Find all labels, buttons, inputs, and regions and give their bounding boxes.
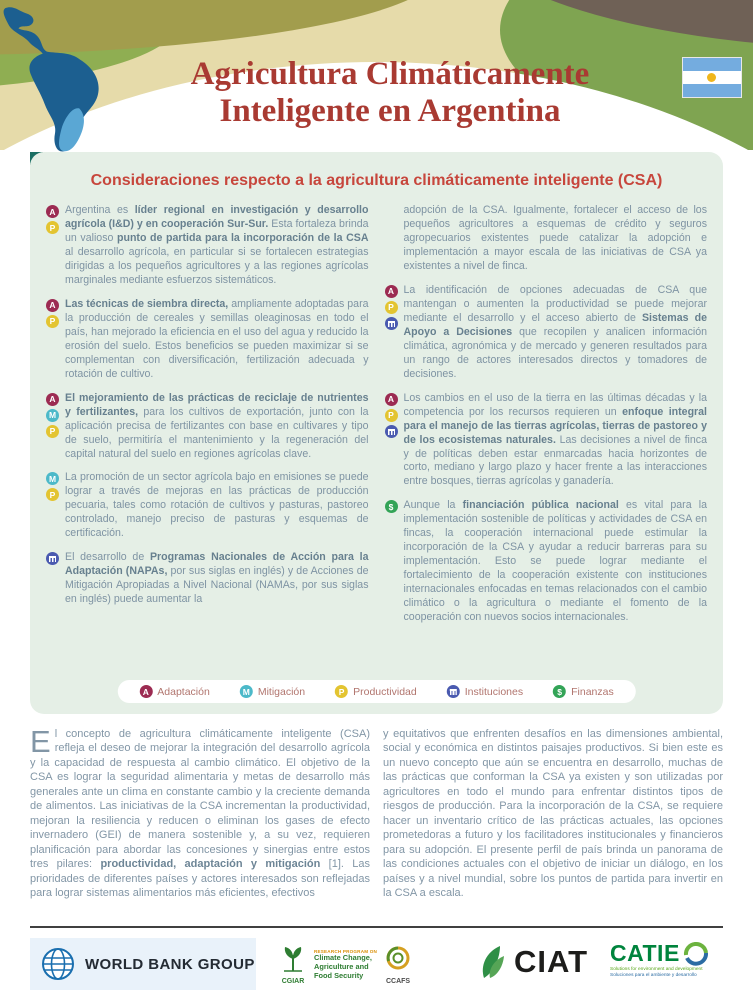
dropcap: E xyxy=(30,724,51,759)
consideration-bullet xyxy=(385,499,708,625)
world-bank-logo xyxy=(30,938,256,990)
productivity-icon: P xyxy=(46,488,59,501)
flag-stripe-top xyxy=(683,58,741,71)
bullet-text: La promoción de un sector agrícola bajo en emisiones se puede lograr a través de mejoras en las prácticas de producción pecuaria, tales como rotación de cultivos y pasturas, pastoreo controlado, manejo preciso de pasturas y esquemas de certificación. xyxy=(65,471,369,540)
institutions-icon xyxy=(385,425,398,438)
consideration-bullet xyxy=(385,392,708,490)
mitigation-icon: M xyxy=(46,472,59,485)
building-glyph xyxy=(450,689,457,695)
world-bank-globe-icon xyxy=(40,946,76,982)
bullet-text: El mejoramiento de las prácticas de reciclaje de nutrientes y fertilizantes, para los cultivos de exportación, junto con la aplicación precisa de fertilizantes con base en cultivares y tipo de suelo, permitiría el mantenimiento y la regeneración del capital natural del suelo en regiones agrícolas clave. xyxy=(65,391,369,460)
flag-stripe-bottom xyxy=(683,84,741,97)
adaptation-icon: A xyxy=(46,299,59,312)
mitigation-icon: M xyxy=(240,685,253,698)
ccafs-program-line: Agriculture and xyxy=(314,962,369,972)
productivity-icon: P xyxy=(385,301,398,314)
ccafs-label: CCAFS xyxy=(385,978,411,985)
bullet-text: Argentina es líder regional en investigación y desarrollo agrícola (I&D) y en cooperación Sur-Sur. Esta fortaleza brinda un valioso punto de partida para la incorporación de la CSA al desarrollo agrícola, en particular si se fortalecen estrategias dirigidas a los pequeños agricultores y a las regiones agrícolas marginales mediante esfuerzos sistemáticos. xyxy=(65,204,369,286)
legend-label: Adaptación xyxy=(157,685,210,698)
ciat-logo xyxy=(478,944,588,980)
legend-item-finance xyxy=(553,685,614,698)
world-bank-label: WORLD BANK GROUP xyxy=(85,955,255,973)
ccafs-program-line: Climate Change, xyxy=(314,953,372,963)
consideration-bullet xyxy=(46,551,369,607)
legend-item-mitigation xyxy=(240,685,305,698)
legend-label: Productividad xyxy=(353,685,417,698)
argentina-flag xyxy=(682,57,742,98)
bullet-icon-stack xyxy=(46,551,60,607)
consideration-bullet xyxy=(46,471,369,541)
cgiar-block xyxy=(280,945,306,985)
productivity-icon: P xyxy=(46,221,59,234)
adaptation-icon: A xyxy=(139,685,152,698)
bullet-icon-stack xyxy=(46,204,60,288)
latin-america-map xyxy=(0,2,126,154)
considerations-columns xyxy=(46,204,707,674)
finance-icon: $ xyxy=(385,500,398,513)
productivity-icon: P xyxy=(46,425,59,438)
productivity-icon: P xyxy=(46,315,59,328)
consideration-bullet xyxy=(46,204,369,288)
building-glyph xyxy=(388,429,395,435)
consideration-bullet xyxy=(385,204,708,274)
page-title-line1: Agricultura Climáticamente xyxy=(190,56,590,92)
legend-label: Mitigación xyxy=(257,685,306,698)
finance-icon: $ xyxy=(553,685,566,698)
building-glyph xyxy=(388,321,395,327)
intro-paragraph-left xyxy=(30,724,371,900)
catie-logo xyxy=(610,940,728,980)
considerations-heading: Consideraciones respecto a la agricultura climáticamente inteligente (CSA) xyxy=(90,172,663,189)
legend-label: Instituciones xyxy=(464,685,524,698)
page-title xyxy=(110,56,670,131)
catie-swirl-icon xyxy=(683,941,709,967)
building-glyph xyxy=(49,556,56,562)
considerations-box xyxy=(30,152,723,714)
catie-label: CATIE xyxy=(610,940,680,966)
productivity-icon: P xyxy=(335,685,348,698)
bullet-icon-stack xyxy=(385,499,399,625)
intro-left-text: l concepto de agricultura climáticamente inteligente (CSA) refleja el deseo de mejorar la integración del desarrollo agrícola y la capacidad de respuesta al cambio climático. El objetivo de la CSA es lograr la seguridad alimentaria y metas de desarrollo más generales ante un clima en constante cambio y la creciente demanda de alimentos. Las iniciativas de la CSA incrementan la productividad, mejoran la resiliencia y reducen o eliminan los gases de efecto invernadero (GEI) de manera sostenible y, a su vez, requieren planificación para abordar las concesiones y sinergias entre estos tres pilares: productividad, adaptación y mitigación [1]. Las prioridades de diferentes países y actores interesados son reflejadas para lograr sistemas alimentarios más eficientes, efectivos xyxy=(30,728,371,899)
consideration-bullet xyxy=(385,284,708,382)
intro-paragraph-right: y equitativos que enfrenten desafíos en las dimensiones ambiental, social y económica en distintos paisajes productivos. Si bien este es un nuevo concepto que aún se encuentra en desarrollo, muchas de las prácticas que conforman la CSA ya existen y son utilizadas por agricultores en todo el mundo para enfrentar distintos tipos de riesgos de producción. Para la incorporación de la CSA, se requiere hacer un inventario crítico de las prácticas actuales, las opciones prometedoras a futuro y los facilitadores institucionales y financieros para su adopción. El presente perfil de país brinda un panorama de las condiciones actuales con el objetivo de iniciar un diálogo, en los países y a nivel mundial, sobre los puntos de partida para invertir en la CSA a escala. xyxy=(383,728,723,899)
bullet-text: Los cambios en el uso de la tierra en las últimas décadas y la competencia por los recursos requieren un enfoque integral para el manejo de las tierras agrícolas, tierras de pastoreo y de los ecosistemas naturales. Las decisiones a nivel de finca y de políticas deben estar enmarcadas hacia horizontes de corto, mediano y largo plazo y hacer frente a las interacciones entre bosques, tierras agrícolas y ganadería. xyxy=(403,391,708,488)
legend-item-productivity xyxy=(335,685,417,698)
cgiar-label: CGIAR xyxy=(281,978,305,985)
ccafs-kicker: RESEARCH PROGRAM ON xyxy=(314,949,378,955)
legend-item-adaptation xyxy=(139,685,210,698)
consideration-bullet xyxy=(46,298,369,382)
mitigation-icon: M xyxy=(46,409,59,422)
adaptation-icon: A xyxy=(46,205,59,218)
legend-item-institutions xyxy=(447,685,523,698)
ciat-label: CIAT xyxy=(514,944,589,979)
bullet-icon-stack xyxy=(46,471,60,541)
ccafs-program-line: Food Security xyxy=(314,970,364,980)
flag-sun-icon xyxy=(707,73,716,82)
bullet-text: Aunque la financiación pública nacional es vital para la implementación sostenible de políticas y actividades de CSA en fincas, la cooperación internacional puede estimular la incorporación de la CSA y ayudar a reducir barreras para su implementación. Esto se puede lograr mediante el fortalecimiento de la cooperación existente con instituciones internacionales enfocadas en temas relacionados con el cambio climático o la agricultura o mediante el fomento de la cooperación con nuevos socios internacionales. xyxy=(403,499,707,624)
footer-divider xyxy=(30,926,723,928)
adaptation-icon: A xyxy=(385,285,398,298)
bullet-icon-stack xyxy=(385,284,399,382)
bullet-icon-stack xyxy=(46,298,60,382)
ccafs-block xyxy=(385,945,411,985)
legend-label: Finanzas xyxy=(571,685,614,698)
bullet-text: El desarrollo de Programas Nacionales de Acción para la Adaptación (NAPAs, por sus siglas en inglés) y de Acciones de Mitigación Apropiadas a Nivel Nacional (NAMAs, por sus siglas en inglés) puede aumentar la xyxy=(65,551,369,606)
considerations-right-column xyxy=(385,204,708,674)
productivity-icon: P xyxy=(385,409,398,422)
adaptation-icon: A xyxy=(385,393,398,406)
institutions-icon xyxy=(385,317,398,330)
bullet-icon-stack xyxy=(46,392,60,462)
institutions-icon xyxy=(447,685,460,698)
catie-tagline-es: Soluciones para el ambiente y desarrollo xyxy=(610,973,697,979)
cgiar-ccafs-logo xyxy=(280,940,411,990)
bullet-text: adopción de la CSA. Igualmente, fortalecer el acceso de los pequeños agricultores a esquemas de crédito y seguros agropecuarios existentes puede catalizar la adopción e implementación a mayor escala de las iniciativas de CSA ya existentes a nivel de finca. xyxy=(403,204,707,272)
ccafs-program-text xyxy=(314,949,377,980)
ciat-leaf-icon xyxy=(478,944,508,980)
bullet-text: La identificación de opciones adecuadas de CSA que mantengan o aumenten la productividad se puede mejorar mediante el desarrollo y el acceso abierto de Sistemas de Apoyo a Decisiones que recopilen y analicen información climática, agronómica y de mercado y generen resultados para un rango de actores interesados directos y tomadores de decisiones. xyxy=(403,283,708,380)
ccafs-ring-icon xyxy=(385,945,411,973)
considerations-left-column xyxy=(46,204,369,674)
cgiar-tree-icon xyxy=(280,945,306,973)
catie-tagline-en: Solutions for environment and development xyxy=(610,967,703,972)
bullet-text: Las técnicas de siembra directa, ampliamente adoptadas para la producción de cereales y semillas oleaginosas en todo el país, han mejorado la eficiencia en el uso del agua y reducido la erosión del suelo. Estos beneficios se pueden maximizar si se complementan con diversificación, fertilización adecuada y rotación de cultivo. xyxy=(65,297,369,380)
institutions-icon xyxy=(46,552,59,565)
bullet-icon-stack xyxy=(385,392,399,490)
consideration-bullet xyxy=(46,392,369,462)
pillar-legend xyxy=(117,680,635,703)
adaptation-icon: A xyxy=(46,393,59,406)
bullet-icon-stack xyxy=(385,204,399,274)
page-title-line2: Inteligente en Argentina xyxy=(219,93,561,130)
